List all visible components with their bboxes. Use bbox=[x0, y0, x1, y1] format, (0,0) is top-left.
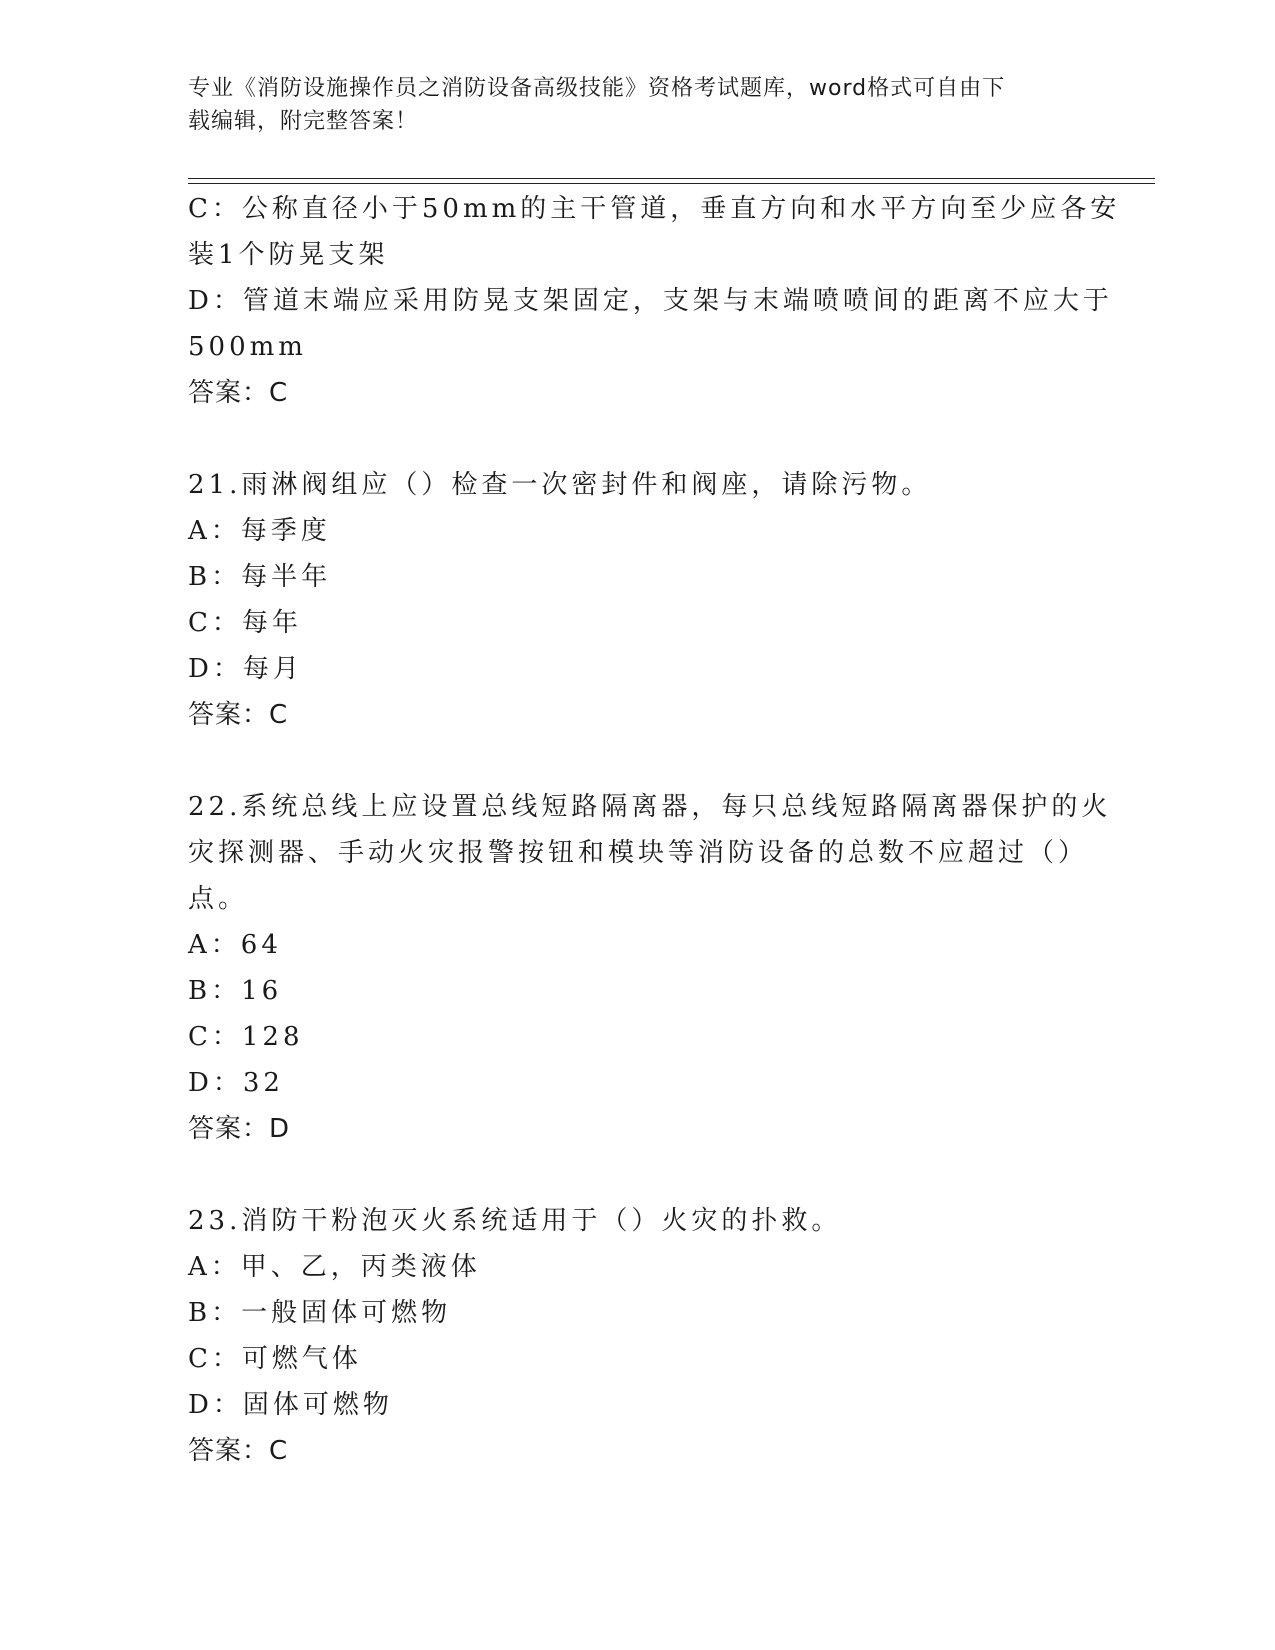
option-a: A：64 bbox=[188, 930, 282, 960]
question-23 bbox=[188, 1198, 1088, 1474]
answer-line: 答案：C bbox=[188, 378, 289, 408]
question-stem: 23.消防干粉泡灭火系统适用于（）火灾的扑救。 bbox=[188, 1206, 842, 1236]
question-21 bbox=[188, 462, 1088, 738]
spacer bbox=[188, 738, 1088, 784]
header-divider-bottom bbox=[188, 183, 1155, 184]
question-stem-line-1: 22.系统总线上应设置总线短路隔离器，每只总线短路隔离器保护的火 bbox=[188, 792, 1112, 822]
answer-line: 答案：D bbox=[188, 1114, 291, 1144]
option-d-line-1: D：管道末端应采用防晃支架固定，支架与末端喷喷间的距离不应大于 bbox=[188, 286, 1113, 316]
document-body bbox=[188, 186, 1121, 1474]
question-22 bbox=[188, 784, 1112, 1152]
spacer bbox=[188, 416, 1088, 462]
option-d: D：固体可燃物 bbox=[188, 1390, 393, 1420]
spacer bbox=[188, 1152, 1088, 1198]
option-d: D：32 bbox=[188, 1068, 284, 1098]
header-line-2: 载编辑，附完整答案！ bbox=[188, 109, 419, 134]
question-stem-line-3: 点。 bbox=[188, 884, 249, 914]
header-divider-top bbox=[188, 178, 1155, 179]
option-b: B：一般固体可燃物 bbox=[188, 1298, 452, 1328]
question-stem-line-2: 灾探测器、手动火灾报警按钮和模块等消防设备的总数不应超过（） bbox=[188, 838, 1089, 868]
option-c: C：可燃气体 bbox=[188, 1344, 362, 1374]
option-c-line-2: 装1个防晃支架 bbox=[188, 240, 389, 270]
document-header bbox=[188, 72, 1088, 138]
option-a: A：甲、乙，丙类液体 bbox=[188, 1252, 481, 1282]
question-20-continuation bbox=[188, 186, 1121, 416]
question-stem: 21.雨淋阀组应（）检查一次密封件和阀座，请除污物。 bbox=[188, 470, 932, 500]
option-b: B：每半年 bbox=[188, 562, 332, 592]
option-c: C：128 bbox=[188, 1022, 304, 1052]
answer-line: 答案：C bbox=[188, 1436, 289, 1466]
option-c: C：每年 bbox=[188, 608, 302, 638]
option-c-line-1: C：公称直径小于50mm的主干管道，垂直方向和水平方向至少应各安 bbox=[188, 194, 1121, 224]
header-line-1: 专业《消防设施操作员之消防设备高级技能》资格考试题库，word格式可自由下 bbox=[188, 76, 1006, 101]
option-b: B：16 bbox=[188, 976, 283, 1006]
answer-line: 答案：C bbox=[188, 700, 289, 730]
option-a: A：每季度 bbox=[188, 516, 331, 546]
option-d-line-2: 500mm bbox=[188, 332, 307, 362]
option-d: D：每月 bbox=[188, 654, 303, 684]
